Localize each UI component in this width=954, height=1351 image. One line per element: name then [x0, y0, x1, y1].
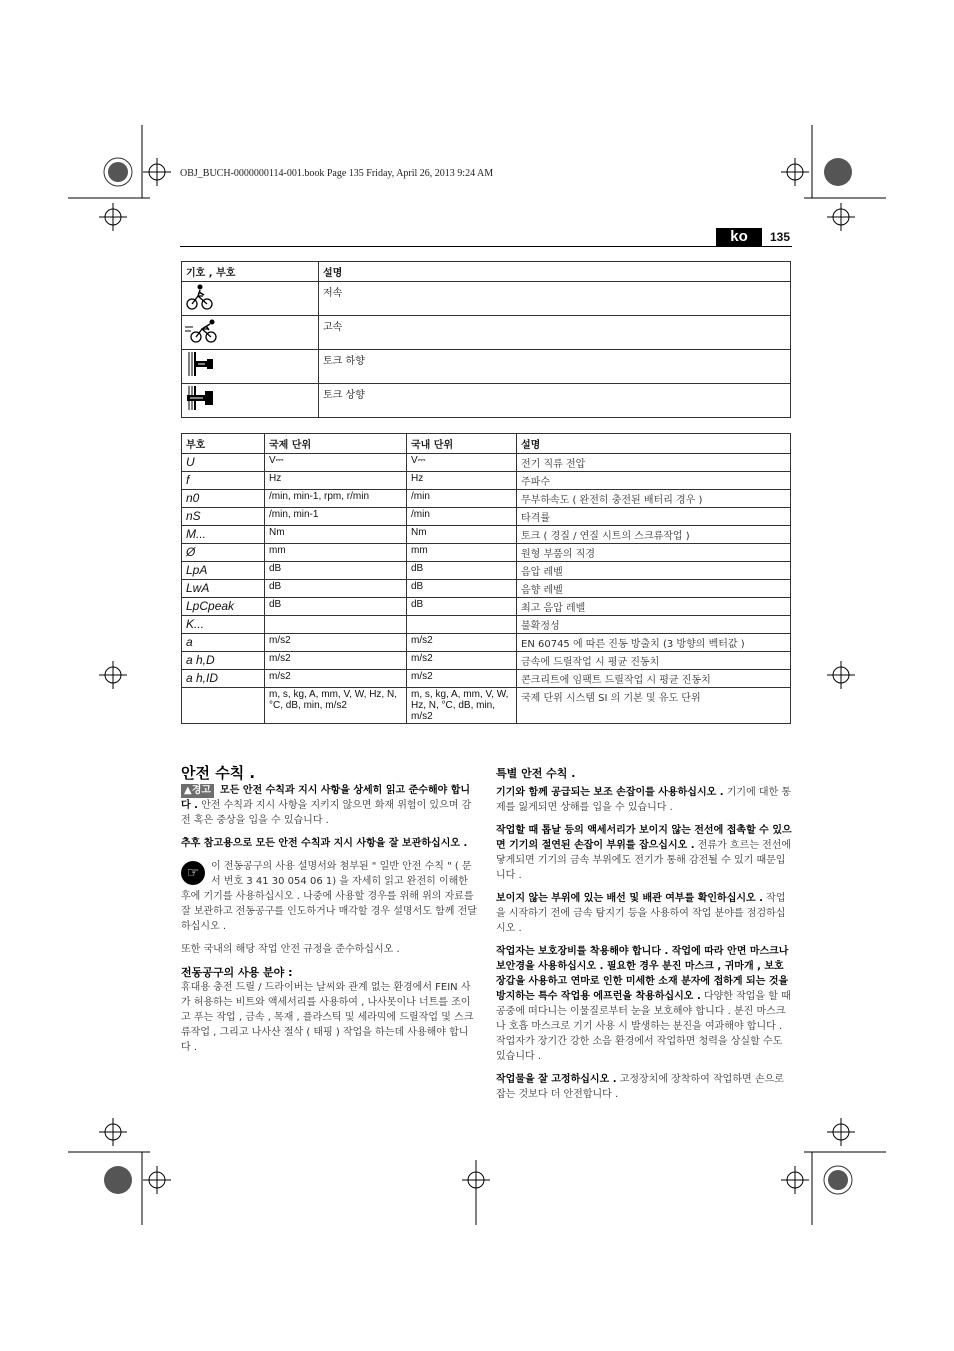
language-badge: ko — [716, 228, 762, 246]
table-cell: 토크 상향 — [319, 384, 791, 418]
table-cell: Hz — [407, 472, 517, 490]
table-cell: mm — [265, 544, 407, 562]
table-row — [182, 490, 791, 508]
read-manual-icon: ☞ — [181, 861, 205, 885]
symbol-cell: a h,D — [182, 652, 265, 670]
table-cell: m, s, kg, A, mm, V, W, Hz, N, °C, dB, min, m/s2 — [265, 688, 407, 724]
units-table — [181, 433, 791, 724]
symbol-cell: LpCpeak — [182, 598, 265, 616]
table-cell: dB — [265, 580, 407, 598]
section-title: 안전 수칙 . — [181, 764, 256, 782]
symbol-cell: M... — [182, 526, 265, 544]
table-row — [182, 670, 791, 688]
table-cell: 전기 직류 전압 — [517, 454, 791, 472]
table-cell: 저속 — [319, 282, 791, 316]
table-cell: m/s2 — [407, 670, 517, 688]
table-cell: dB — [407, 580, 517, 598]
table-cell: 콘크리트에 임팩트 드릴작업 시 평균 진동치 — [517, 670, 791, 688]
table-cell: dB — [265, 598, 407, 616]
table-cell: m/s2 — [407, 652, 517, 670]
table-cell: dB — [265, 562, 407, 580]
table-row — [182, 472, 791, 490]
manual-paragraph: ☞ 이 전동공구의 사용 설명서와 첨부된 " 일반 안전 수칙 " ( 문서 번호 3 41 30 054 06 1) 을 자세히 읽고 완전히 이해한 후에 기기를 사용하십시오 . 나중에 사용할 경우를 위해 위의 자료를 잘 보관하고 전동공구를 인도하거나 매각할 경우 설명서도 함께 전달하십시오 . — [181, 861, 477, 932]
torque-down-icon — [185, 351, 219, 377]
table-cell — [265, 616, 407, 634]
table-cell: 토크 하향 — [319, 350, 791, 384]
table-cell: V⎓ — [407, 454, 517, 472]
table-row — [182, 652, 791, 670]
table-cell: /min, min-1, rpm, r/min — [265, 490, 407, 508]
torque-up-icon — [185, 385, 219, 411]
warning-icon: ▲ — [184, 785, 192, 796]
header-rule — [180, 246, 792, 247]
table-header-row — [182, 262, 791, 282]
table-header-row — [182, 434, 791, 454]
symbols-table — [181, 261, 791, 418]
table-row — [182, 526, 791, 544]
symbol-cell: f — [182, 472, 265, 490]
table-cell: m/s2 — [265, 652, 407, 670]
symbol-cell: a — [182, 634, 265, 652]
warning-badge: ▲경고 — [181, 784, 214, 798]
page-number: 135 — [770, 230, 791, 244]
table-cell: 무부하속도 ( 완전히 충전된 배터리 경우 ) — [517, 490, 791, 508]
right-column — [496, 766, 792, 1110]
symbol-cell: a h,ID — [182, 670, 265, 688]
column-header: 국내 단위 — [407, 434, 517, 454]
table-cell: EN 60745 에 따른 진동 방출치 (3 방향의 벡터값 ) — [517, 634, 791, 652]
table-cell — [407, 616, 517, 634]
symbol-cell — [182, 688, 265, 724]
table-cell: 불확정성 — [517, 616, 791, 634]
symbol-cell: Ø — [182, 544, 265, 562]
safety-paragraph: 작업자는 보호장비를 착용해야 합니다 . 작업에 따라 안면 마스크나 보안경을 사용하십시오 . 필요한 경우 분진 마스크 , 귀마개 , 보호장갑을 사용하고 연마로 인한 미세한 소재 분자에 접하게 되는 것을 방지하는 특수 작업용 에프런을 착용하십시오 . 다양한 작업을 할 때 공중에 떠다니는 이물질로부터 눈을 보호해야 합니다 . 분진 마스크나 호흡 마스크로 기기 사용 시 발생하는 분진을 여과해야 합니다 . 작업자가 장기간 강한 소음 환경에서 작업하면 청력을 상실할 수도 있습니다 . — [496, 946, 791, 1062]
table-row — [182, 580, 791, 598]
safety-paragraph: 작업물을 잘 고정하십시오 . 고정장치에 장착하여 작업하면 손으로 잡는 것보다 더 안전합니다 . — [496, 1074, 784, 1100]
bicycle-slow-icon — [185, 283, 215, 311]
table-row — [182, 544, 791, 562]
use-text: 휴대용 충전 드릴 / 드라이버는 날씨와 관계 없는 환경에서 FEIN 사가 허용하는 비트와 액세서리를 사용하여 , 나사못이나 너트를 조이고 푸는 작업 , 금속 , 목재 , 플라스틱 및 세라믹에 드릴작업 및 스크류작업 , 그리고 나사산 절삭 ( 태핑 ) 작업을 하는데 사용해야 합니다 . — [181, 982, 474, 1053]
table-cell: mm — [407, 544, 517, 562]
table-row — [182, 598, 791, 616]
column-header: 설명 — [517, 434, 791, 454]
table-cell: /min, min-1 — [265, 508, 407, 526]
warning-paragraph: ▲경고 모든 안전 수칙과 지시 사항을 상세히 읽고 준수해야 합니다 . 안전 수칙과 지시 사항을 지키지 않으면 화재 위험이 있으며 감전 혹은 중상을 입을 수 있습니다 . — [181, 785, 472, 826]
left-column — [181, 766, 477, 1063]
table-cell: m/s2 — [407, 634, 517, 652]
table-cell: V⎓ — [265, 454, 407, 472]
table-cell: 고속 — [319, 316, 791, 350]
keep-instructions: 추후 참고용으로 모든 안전 수칙과 지시 사항을 잘 보관하십시오 . — [181, 838, 468, 849]
table-cell: 음압 레벨 — [517, 562, 791, 580]
table-cell: 음향 레벨 — [517, 580, 791, 598]
table-cell: Nm — [407, 526, 517, 544]
safety-paragraph: 기기와 함께 공급되는 보조 손잡이를 사용하십시오 . 기기에 대한 통제를 잃게되면 상해를 입을 수 있습니다 . — [496, 787, 792, 813]
column-header: 설명 — [319, 262, 791, 282]
book-header: OBJ_BUCH-0000000114-001.book Page 135 Friday, April 26, 2013 9:24 AM — [180, 168, 494, 179]
symbol-cell: U — [182, 454, 265, 472]
symbol-cell: nS — [182, 508, 265, 526]
table-row — [182, 508, 791, 526]
table-cell: 타격률 — [517, 508, 791, 526]
table-cell: dB — [407, 598, 517, 616]
table-cell: m/s2 — [265, 634, 407, 652]
table-cell: Nm — [265, 526, 407, 544]
column-header: 부호 — [182, 434, 265, 454]
column-header: 기호 , 부호 — [182, 262, 319, 282]
safety-paragraph: 보이지 않는 부위에 있는 배선 및 배관 여부를 확인하십시오 . 작업을 시작하기 전에 금속 탐지기 등을 사용하여 작업 분야를 점검하십시오 . — [496, 893, 786, 934]
use-title: 전동공구의 사용 분야 : — [181, 966, 293, 979]
symbol-cell: LpA — [182, 562, 265, 580]
symbol-cell: n0 — [182, 490, 265, 508]
table-cell: 토크 ( 경질 / 연질 시트의 스크류작업 ) — [517, 526, 791, 544]
table-cell: /min — [407, 490, 517, 508]
section-title: 특별 안전 수칙 . — [496, 767, 576, 780]
table-cell: m, s, kg, A, mm, V, W, Hz, N, °C, dB, min, m/s2 — [407, 688, 517, 724]
column-header: 국제 단위 — [265, 434, 407, 454]
table-row — [182, 350, 791, 384]
table-cell: m/s2 — [265, 670, 407, 688]
table-cell: 국제 단위 시스템 SI 의 기본 및 유도 단위 — [517, 688, 791, 724]
table-row — [182, 688, 791, 724]
safety-paragraph: 작업할 때 톱날 등의 액세서리가 보이지 않는 전선에 접촉할 수 있으면 기기의 절연된 손잡이 부위를 잡으십시오 . 전류가 흐르는 전선에 닿게되면 기기의 금속 부위에도 전기가 통해 감전될 수 있기 때문입니다 . — [496, 825, 792, 881]
table-row — [182, 454, 791, 472]
bicycle-fast-icon — [185, 317, 219, 345]
symbol-cell: K... — [182, 616, 265, 634]
table-row — [182, 282, 791, 316]
table-cell: 금속에 드릴작업 시 평균 진동치 — [517, 652, 791, 670]
table-cell: 최고 음압 레벨 — [517, 598, 791, 616]
table-cell: /min — [407, 508, 517, 526]
table-cell: dB — [407, 562, 517, 580]
table-row — [182, 316, 791, 350]
table-row — [182, 634, 791, 652]
table-cell: Hz — [265, 472, 407, 490]
table-row — [182, 616, 791, 634]
local-rules: 또한 국내의 해당 작업 안전 규정을 준수하십시오 . — [181, 944, 400, 955]
symbol-cell: LwA — [182, 580, 265, 598]
table-cell: 원형 부품의 직경 — [517, 544, 791, 562]
table-cell: 주파수 — [517, 472, 791, 490]
table-row — [182, 562, 791, 580]
table-row — [182, 384, 791, 418]
